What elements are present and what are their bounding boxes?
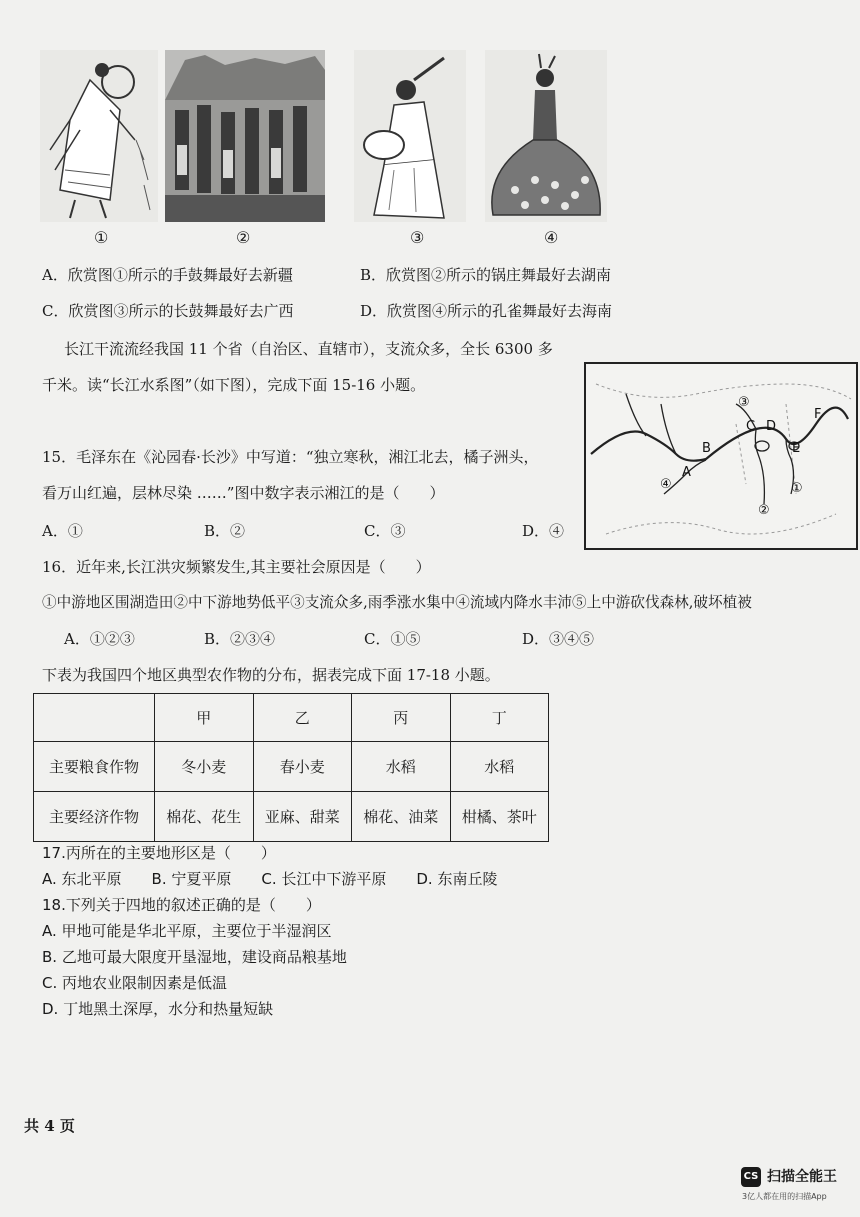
q14-option-a: A．欣赏图①所示的手鼓舞最好去新疆 xyxy=(42,266,293,284)
map-letter-d: D xyxy=(766,419,777,434)
watermark-tagline: 3亿人都在用的扫描App xyxy=(742,1192,827,1201)
hand-drum-dance-figure xyxy=(40,50,158,222)
q16-stem: 16．近年来,长江洪灾频繁发生,其主要社会原因是（ ） xyxy=(42,558,431,576)
long-drum-dance-drawing xyxy=(354,50,466,222)
table-row xyxy=(34,742,549,792)
map-letter-a: A xyxy=(682,465,691,480)
map-number-4: ④ xyxy=(660,477,672,492)
table-cell: 亚麻、甜菜 xyxy=(253,792,352,842)
q15-option-c: C．③ xyxy=(364,522,406,540)
cs-logo-icon: CS xyxy=(741,1167,761,1187)
table-cell: 主要经济作物 xyxy=(34,792,155,842)
figure-label-4: ④ xyxy=(544,228,559,247)
long-drum-dance-figure xyxy=(354,50,466,222)
table-header-cell: 乙 xyxy=(253,694,352,742)
q14-option-c: C．欣赏图③所示的长鼓舞最好去广西 xyxy=(42,302,294,320)
table-cell: 冬小麦 xyxy=(155,742,254,792)
map-letter-e: E xyxy=(792,441,801,456)
q16-option-a: A．①②③ xyxy=(64,630,135,648)
table-cell: 水稻 xyxy=(450,742,549,792)
table-cell: 春小麦 xyxy=(253,742,352,792)
yangtze-river-system-map xyxy=(584,362,858,550)
q15-stem-line-2: 看万山红遍，层林尽染 ……”图中数字表示湘江的是（ ） xyxy=(42,484,445,502)
map-number-2: ② xyxy=(758,503,770,518)
table-row xyxy=(34,792,549,842)
map-letter-f: F xyxy=(814,407,822,422)
figure-label-3: ③ xyxy=(410,228,425,247)
table-cell: 柑橘、茶叶 xyxy=(450,792,549,842)
q15-option-d: D．④ xyxy=(522,522,565,540)
q17-options: A. 东北平原 B. 宁夏平原 C. 长江中下游平原 D. 东南丘陵 xyxy=(42,870,498,888)
figure-label-2: ② xyxy=(236,228,251,247)
peacock-dance-drawing xyxy=(485,50,607,222)
table-header-cell: 丙 xyxy=(352,694,451,742)
q15-option-b: B．② xyxy=(204,522,246,540)
crop-distribution-table xyxy=(33,693,549,842)
q18-option-c: C. 丙地农业限制因素是低温 xyxy=(42,974,228,992)
q15-stem-line-1: 15．毛泽东在《沁园春·长沙》中写道：“独立寒秋，湘江北去，橘子洲头， xyxy=(42,448,539,466)
q16-option-d: D．③④⑤ xyxy=(522,630,595,648)
table-cell: 主要粮食作物 xyxy=(34,742,155,792)
peacock-dance-figure xyxy=(485,50,607,222)
map-number-1: ① xyxy=(791,481,803,496)
table-header-cell xyxy=(34,694,155,742)
guozhuang-dance-drawing xyxy=(165,50,325,222)
q16-option-b: B．②③④ xyxy=(204,630,276,648)
q16-option-c: C．①⑤ xyxy=(364,630,421,648)
q14-option-b: B．欣赏图②所示的锅庄舞最好去湖南 xyxy=(360,266,612,284)
q15-option-a: A．① xyxy=(42,522,83,540)
river-map-drawing xyxy=(586,364,856,548)
scanner-watermark xyxy=(741,1167,851,1207)
table-header-row xyxy=(34,694,549,742)
watermark-app-name: 扫描全能王 xyxy=(767,1169,837,1185)
page-count: 共 4 页 xyxy=(24,1117,75,1135)
guozhuang-dance-figure xyxy=(165,50,325,222)
q17-stem: 17.丙所在的主要地形区是（ ） xyxy=(42,844,276,862)
table-header-cell: 甲 xyxy=(155,694,254,742)
map-letter-b: B xyxy=(702,441,711,456)
hand-drum-dance-drawing xyxy=(40,50,158,222)
q18-option-b: B. 乙地可最大限度开垦湿地，建设商品粮基地 xyxy=(42,948,347,966)
q18-stem: 18.下列关于四地的叙述正确的是（ ） xyxy=(42,896,321,914)
figure-label-1: ① xyxy=(94,228,109,247)
yangtze-intro-line-1: 长江干流流经我国 11 个省（自治区、直辖市），支流众多，全长 6300 多 xyxy=(64,340,553,358)
table-cell: 棉花、油菜 xyxy=(352,792,451,842)
map-number-3: ③ xyxy=(738,395,750,410)
table-header-cell: 丁 xyxy=(450,694,549,742)
map-letter-c: C xyxy=(746,419,756,434)
q18-option-d: D. 丁地黑土深厚，水分和热量短缺 xyxy=(42,1000,274,1018)
table-cell: 水稻 xyxy=(352,742,451,792)
q14-option-d: D．欣赏图④所示的孔雀舞最好去海南 xyxy=(360,302,613,320)
table-cell: 棉花、花生 xyxy=(155,792,254,842)
q16-items: ①中游地区围湖造田②中下游地势低平③支流众多,雨季涨水集中④流域内降水丰沛⑤上中游砍伐森林,破坏植被 xyxy=(42,594,752,611)
q18-option-a: A. 甲地可能是华北平原，主要位于半湿润区 xyxy=(42,922,332,940)
yangtze-intro-line-2: 千米。读“长江水系图”（如下图），完成下面 15-16 小题。 xyxy=(42,376,426,394)
table-intro: 下表为我国四个地区典型农作物的分布，据表完成下面 17-18 小题。 xyxy=(42,666,500,684)
